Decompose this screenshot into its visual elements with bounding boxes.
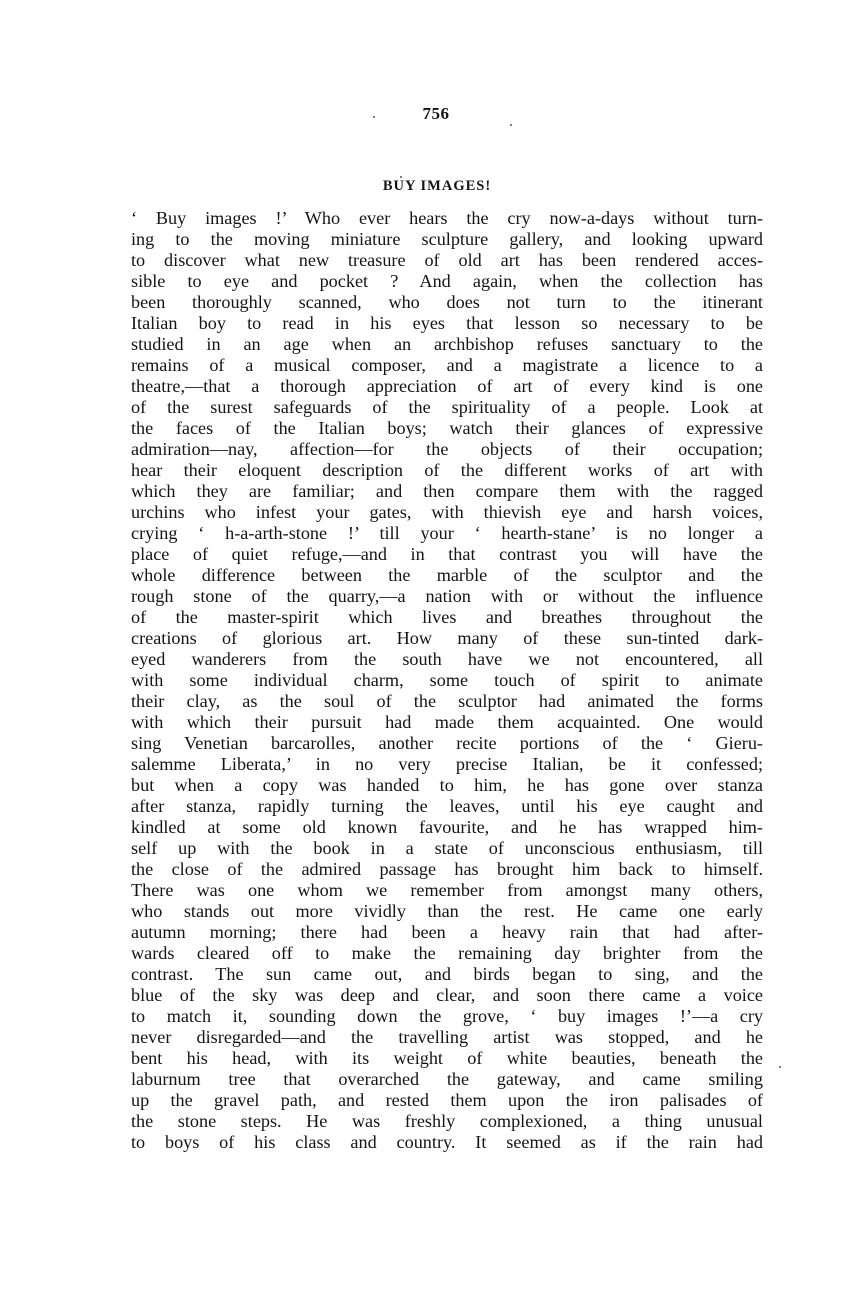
text-line: admiration—nay, affection—for the objects of their occupation; — [131, 439, 763, 459]
text-line: of the surest safeguards of the spirituality of a people. Look at — [131, 397, 763, 417]
text-line: eyed wanderers from the south have we not encountered, all — [131, 649, 763, 669]
text-line: which they are familiar; and then compare them with the ragged — [131, 481, 763, 501]
text-line: the close of the admired passage has brought him back to himself. — [131, 859, 763, 879]
text-line: self up with the book in a state of unconscious enthusiasm, till — [131, 838, 763, 858]
text-line: to boys of his class and country. It seemed as if the rain had — [131, 1132, 763, 1152]
text-line: sible to eye and pocket ? And again, when the collection has — [131, 271, 763, 291]
text-line: blue of the sky was deep and clear, and soon there came a voice — [131, 985, 763, 1005]
text-line: never disregarded—and the travelling artist was stopped, and he — [131, 1027, 763, 1047]
text-line: hear their eloquent description of the different works of art with — [131, 460, 763, 480]
text-line: whole difference between the marble of the sculptor and the — [131, 565, 763, 585]
text-line: crying ‘ h-a-arth-stone !’ till your ‘ hearth-stane’ is no longer a — [131, 523, 763, 543]
text-line: of the master-spirit which lives and breathes throughout the — [131, 607, 763, 627]
text-line: creations of glorious art. How many of these sun-tinted dark- — [131, 628, 763, 648]
text-line: There was one whom we remember from amongst many others, — [131, 880, 763, 900]
text-line: after stanza, rapidly turning the leaves, until his eye caught and — [131, 796, 763, 816]
text-line: rough stone of the quarry,—a nation with or without the influence — [131, 586, 763, 606]
article-title: BUY IMAGES! — [382, 178, 492, 194]
text-line: the faces of the Italian boys; watch their glances of expressive — [131, 418, 763, 438]
text-line: theatre,—that a thorough appreciation of art of every kind is one — [131, 376, 763, 396]
scan-speck — [510, 124, 512, 126]
text-line: but when a copy was handed to him, he has gone over stanza — [131, 775, 763, 795]
text-line: to discover what new treasure of old art has been rendered acces- — [131, 250, 763, 270]
text-line: up the gravel path, and rested them upon the iron palisades of — [131, 1090, 763, 1110]
text-line: sing Venetian barcarolles, another recite portions of the ‘ Gieru- — [131, 733, 763, 753]
text-line: their clay, as the soul of the sculptor had animated the forms — [131, 691, 763, 711]
text-line: kindled at some old known favourite, and he has wrapped him- — [131, 817, 763, 837]
text-line: studied in an age when an archbishop refuses sanctuary to the — [131, 334, 763, 354]
text-line: urchins who infest your gates, with thievish eye and harsh voices, — [131, 502, 763, 522]
text-line: to match it, sounding down the grove, ‘ buy images !’—a cry — [131, 1006, 763, 1026]
text-line: salemme Liberata,’ in no very precise Italian, be it confessed; — [131, 754, 763, 774]
text-line: bent his head, with its weight of white beauties, beneath the — [131, 1048, 763, 1068]
scan-speck — [373, 116, 375, 118]
text-line: contrast. The sun came out, and birds began to sing, and the — [131, 964, 763, 984]
page-number: 756 — [422, 104, 450, 123]
text-line: remains of a musical composer, and a magistrate a licence to a — [131, 355, 763, 375]
text-line: place of quiet refuge,—and in that contrast you will have the — [131, 544, 763, 564]
text-line: with which their pursuit had made them acquainted. One would — [131, 712, 763, 732]
text-line: laburnum tree that overarched the gateway, and came smiling — [131, 1069, 763, 1089]
text-line: Italian boy to read in his eyes that lesson so necessary to be — [131, 313, 763, 333]
text-line: who stands out more vividly than the rest. He came one early — [131, 901, 763, 921]
text-line: wards cleared off to make the remaining day brighter from the — [131, 943, 763, 963]
text-line: ing to the moving miniature sculpture gallery, and looking upward — [131, 229, 763, 249]
scan-speck — [400, 176, 402, 178]
text-line: with some individual charm, some touch of spirit to animate — [131, 670, 763, 690]
scan-speck — [779, 1066, 781, 1068]
article-body — [131, 208, 763, 1153]
text-line: the stone steps. He was freshly complexioned, a thing unusual — [131, 1111, 763, 1131]
text-line: autumn morning; there had been a heavy rain that had after- — [131, 922, 763, 942]
text-line: ‘ Buy images !’ Who ever hears the cry now-a-days without turn- — [131, 208, 763, 228]
text-line: been thoroughly scanned, who does not turn to the itinerant — [131, 292, 763, 312]
